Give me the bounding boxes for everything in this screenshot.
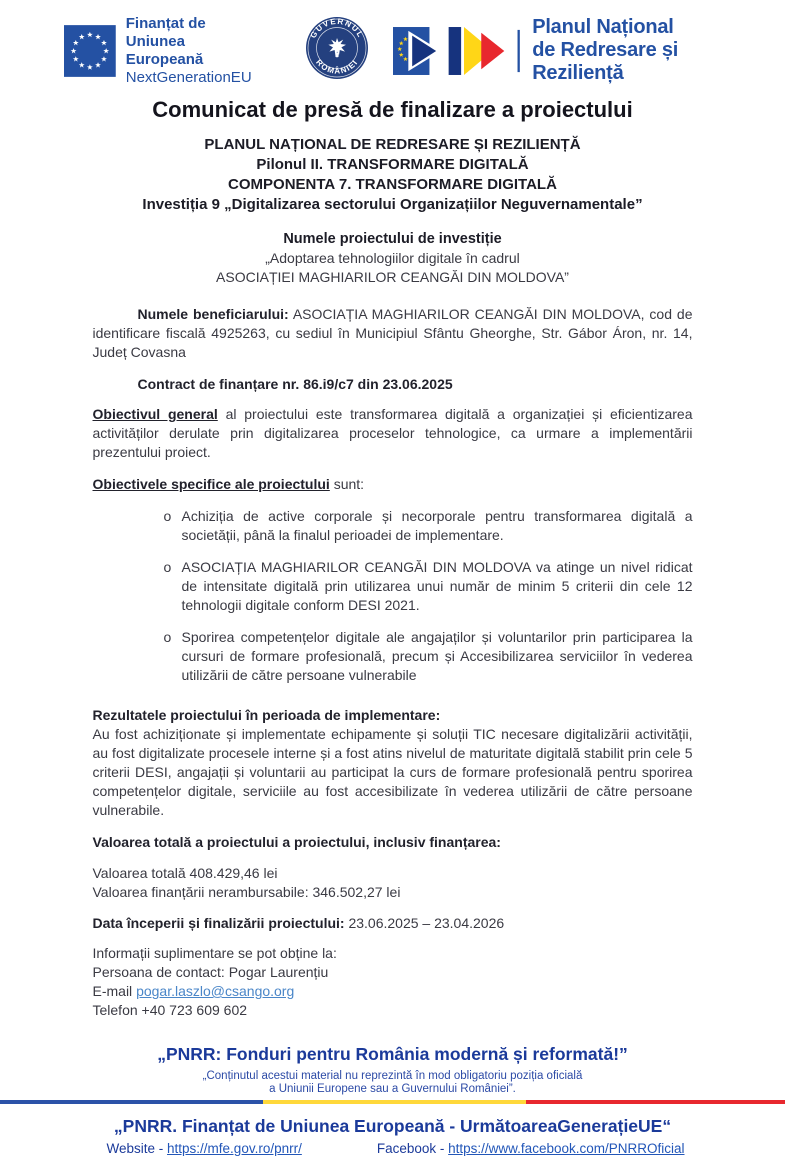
government-seal-icon [305,16,369,80]
value-heading: Valoarea totală a proiectului a proiectului, inclusiv finanțarea: [92,834,501,850]
results-heading: Rezultatele proiectului în perioada de implementare: [92,707,441,723]
pnrr-logo [393,16,765,85]
value-grant-line: Valoarea finanțării nerambursabile: 346.502,27 lei [92,884,401,900]
results-paragraph: Au fost achiziționate și implementate echipamente și soluții TIC necesare digitalizării activității, au fost digitalizate procesele interne și a fost atins nivelul de maturitate digitală stabilit prin cele 5 criterii DESI, angajații și voluntarii au participat la curs de formare profesională pentru sporirea competențelor digitale, serviciile au fost accesibilizate în vederea utilizării de către persoane vulnerabile. [92,726,693,818]
project-name-heading: Numele proiectului de investiție [283,231,502,247]
beneficiary-text: ASOCIAȚIA MAGHIARILOR CEANGĂI DIN MOLDOVA, cod de identificare fiscală 4925263, cu sediul în Municipiul Sfântu Gheorghe, Str. Gábor Áron, nr. 14, Județ Covasna [92,306,693,360]
program-line-pnrr: PLANUL NAȚIONAL DE REDRESARE ȘI REZILIENȚĂ [204,136,581,153]
facebook-group [377,1140,685,1157]
list-item [93,628,693,685]
project-name-block [0,229,785,287]
email-label: E-mail [92,983,137,999]
page-title: Comunicat de presă de finalizare a proiectului [152,97,633,122]
beneficiary-label: Numele beneficiarului: [137,306,289,322]
eu-funding-line1: Finanțat de [125,14,206,32]
project-dates-value: 23.06.2025 – 23.04.2026 [344,915,505,931]
list-item [93,558,693,615]
results-section [93,706,693,820]
pnrr-slogan: „PNRR: Fonduri pentru România modernă și reformată!” [157,1044,628,1064]
document-body [93,305,693,1020]
eu-funding-line2: Uniunea Europeană [125,32,204,68]
seal-text-top: GUVERNUL [308,16,366,40]
bullet-text-2: ASOCIAȚIA MAGHIARILOR CEANGĂI DIN MOLDOVA va atinge un nivel ridicat de intensitate digitală prin utilizarea unui număr de minim 5 criterii din cele 12 tehnologii digitale conform DESI 2021. [181,559,693,613]
facebook-link[interactable]: https://www.facebook.com/PNRROficial [448,1141,685,1156]
disclaimer-line2: a Uniunii Europene sau a Guvernului României”. [269,1083,516,1095]
list-item [93,507,693,545]
contact-section [93,944,693,1020]
contract-line: Contract de finanțare nr. 86.i9/c7 din 23.06.2025 [137,376,453,392]
pnrr-arrows-icon [393,24,523,78]
bullet-marker: o [163,559,172,575]
bullet-marker: o [163,629,172,645]
footer-funding-line: „PNRR. Finanțat de Uniunea Europeană - UrmătoareaGenerațieUE“ [113,1116,672,1136]
website-link[interactable]: https://mfe.gov.ro/pnrr/ [167,1141,302,1156]
pnrr-logo-line1: Planul Național [532,16,674,38]
eu-flag-icon [64,24,116,78]
eu-funding-logo [64,15,261,87]
bullet-text-3: Sporirea competențelor digitale ale angajaților și voluntarilor prin participarea la cursuri de formare profesională, precum și Accesibilizarea serviciilor în vederea utilizării de către persoane vulnerabile [181,629,693,683]
facebook-label: Facebook - [376,1141,449,1156]
specific-objectives-label: Obiectivele specifice ale proiectului [92,476,330,492]
value-total-line: Valoarea totală 408.429,46 lei [92,865,278,881]
contact-info-line: Informații suplimentare se pot obține la: [92,945,337,961]
general-objective-label: Obiectivul general [92,406,218,422]
romanian-government-seal [305,16,369,85]
website-group [107,1140,302,1157]
bullet-marker: o [163,508,172,524]
eu-funding-text [126,15,261,87]
beneficiary-paragraph [93,305,693,362]
project-dates-line [93,914,693,933]
pnrr-logo-line2: de Redresare și Reziliență [532,39,679,84]
disclaimer-line1: „Conținutul acestui material nu reprezintă în mod obligatoriu poziția oficială [202,1070,583,1082]
program-line-investitia: Investiția 9 „Digitalizarea sectorului Organizațiilor Neguvernamentale” [142,196,643,213]
specific-objectives-list [93,507,693,685]
project-name-line2: ASOCIAȚIEI MAGHIARILOR CEANGĂI DIN MOLDOVA” [216,269,569,285]
eu-funding-line3: NextGenerationEU [125,68,252,86]
pnrr-logo-text [532,16,765,85]
project-name-line1: „Adoptarea tehnologiilor digitale în cadrul [265,250,520,266]
contact-email-line [93,982,693,1001]
project-dates-label: Data începerii și finalizării proiectului: [92,915,345,931]
disclaimer [0,1070,785,1096]
general-objective-text: al proiectului este transformarea digitală a organizației și eficientizarea activităților derulate prin digitalizarea proceselor tehnologice, ca urmare a implementării prezentului proiect. [92,406,693,460]
seal-text-bottom: ROMÂNIEI [313,57,360,76]
specific-objectives-heading [93,475,693,494]
romanian-tricolor-divider [0,1100,785,1104]
program-line-pilon: Pilonul II. TRANSFORMARE DIGITALĂ [256,156,529,173]
specific-objectives-suffix: sunt: [329,476,365,492]
website-label: Website - [106,1141,168,1156]
contact-phone-line: Telefon +40 723 609 602 [92,1002,248,1018]
program-line-componenta: COMPONENTA 7. TRANSFORMARE DIGITALĂ [228,176,557,193]
email-link[interactable]: pogar.laszlo@csango.org [136,983,295,999]
general-objective-paragraph [93,405,693,462]
value-lines [93,864,693,902]
contact-person-line: Persoana de contact: Pogar Laurențiu [92,964,329,980]
footer-links [93,1140,693,1157]
bullet-text-1: Achiziția de active corporale și necorporale pentru transformarea digitală a societății, până la finalul perioadei de implementare. [181,508,693,543]
header-logos [0,0,785,86]
program-heading-block [0,135,785,215]
